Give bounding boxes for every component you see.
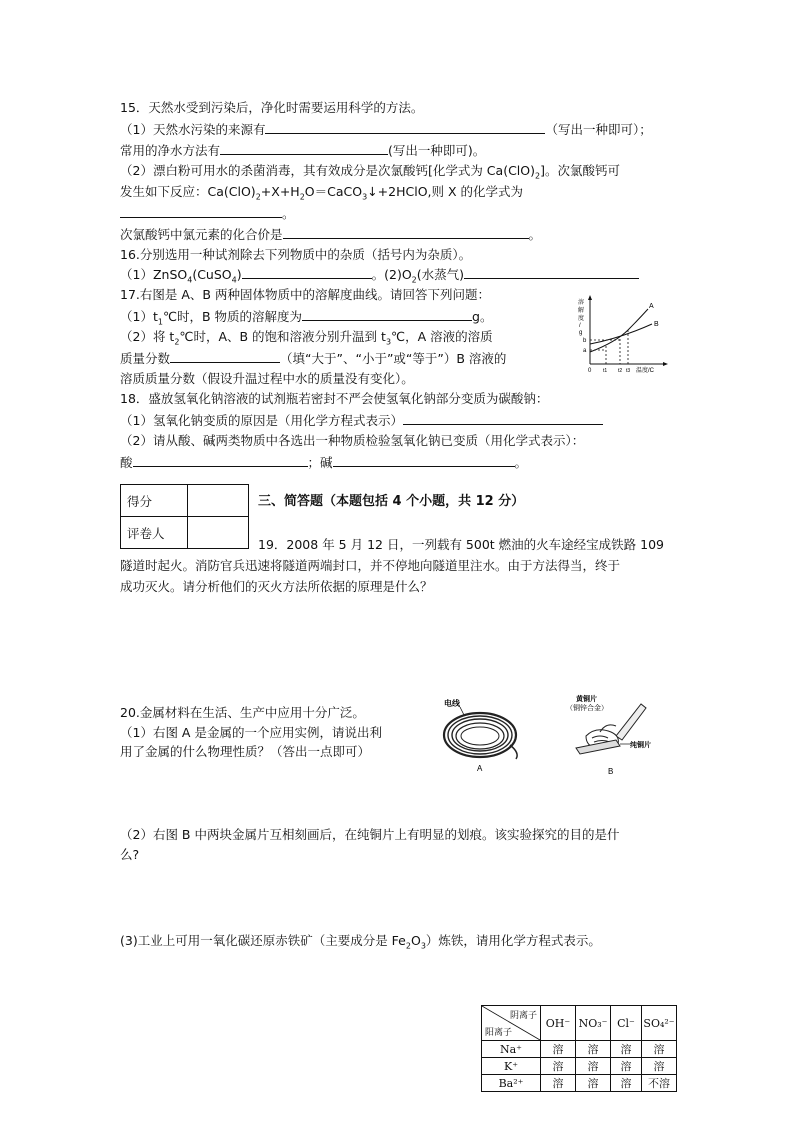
q17-part1: $(1)t_1℃$时，B 物质的溶解度为 g。 bbox=[120, 309, 493, 327]
q15-p2c-end: 。 bbox=[282, 206, 295, 221]
chart-ytick-a: a bbox=[583, 348, 587, 354]
table-row bbox=[482, 1058, 677, 1075]
q17-p1a: （1）t bbox=[120, 309, 158, 324]
q18-part2-answers bbox=[120, 453, 527, 472]
cation-ba: Ba²⁺ bbox=[482, 1075, 541, 1092]
q15-p2b-mid1: +X+H bbox=[260, 184, 300, 199]
score-value-cell[interactable] bbox=[188, 485, 249, 517]
table-cell: 溶 bbox=[541, 1041, 576, 1058]
q17-p1b: ℃时，B 物质的溶解度为 bbox=[162, 309, 303, 324]
q17-p1c: g。 bbox=[472, 309, 493, 324]
solubility-chart bbox=[576, 294, 672, 378]
chart-xtick-t2: t2 bbox=[618, 368, 623, 374]
q17-p2b: ℃时，A、B 的饱和溶液分别升温到 t bbox=[179, 329, 386, 344]
q20-p3c: ）炼铁，请用化学方程式表示。 bbox=[425, 933, 601, 948]
chart-xtick-t3: t3 bbox=[626, 368, 631, 374]
q15-x-formula-blank[interactable] bbox=[120, 204, 282, 218]
chart-y-arrow bbox=[588, 295, 592, 300]
grader-label: 评卷人 bbox=[121, 517, 188, 549]
chart-ylabel-1: 溶 bbox=[578, 300, 585, 306]
ion-table-corner bbox=[482, 1006, 541, 1041]
figure-b-scratch bbox=[556, 692, 666, 778]
fig-b-label2: （铜锌合金） bbox=[566, 705, 608, 712]
q15-part2b: 发生如下反应：$Ca(ClO)_2+X+H_2O=CaCO_3↓+2HClO$,则 X 的化学式为 bbox=[120, 184, 524, 202]
anion-oh: OH⁻ bbox=[541, 1006, 576, 1041]
q15-p2b-start: 发生如下反应：Ca(ClO) bbox=[120, 184, 256, 199]
q17-p2c: ℃，A 溶液的溶质 bbox=[391, 329, 493, 344]
q17-part2a: （2）将 $t_2℃$时，A、B 的饱和溶液分别升温到 $t_3℃$，A 溶液的溶质 bbox=[120, 329, 493, 347]
chart-ytick-b: b bbox=[583, 338, 587, 344]
q18-base-label: ；碱 bbox=[307, 455, 333, 470]
wire-coil-icon bbox=[444, 713, 517, 759]
ion-table-cation-header: 阳离子 bbox=[485, 1028, 513, 1038]
q15-p2b-end: ↓+2HClO,则 X 的化学式为 bbox=[367, 184, 524, 199]
q20-p2b: 么? bbox=[120, 847, 140, 862]
table-cell: 溶 bbox=[576, 1058, 611, 1075]
section3-title: 三、简答题（本题包括 4 个小题，共 12 分） bbox=[258, 494, 525, 509]
q16-item2-end: (水蒸气) bbox=[416, 267, 465, 282]
table-cell: 溶 bbox=[642, 1058, 677, 1075]
table-cell: 溶 bbox=[576, 1041, 611, 1058]
anion-no3: NO₃⁻ bbox=[576, 1006, 611, 1041]
q17-title: 17.右图是 A、B 两种固体物质中的溶解度曲线。请回答下列问题： bbox=[120, 287, 490, 302]
grader-value-cell[interactable] bbox=[188, 517, 249, 549]
q15-p1a-text: （1）天然水污染的来源有 bbox=[120, 122, 266, 137]
ion-solubility-table bbox=[481, 1005, 677, 1092]
q16-title: 16.分别选用一种试剂除去下列物质中的杂质（括号内为杂质）。 bbox=[120, 247, 472, 262]
table-cell: 溶 bbox=[642, 1041, 677, 1058]
q17-p2a: （2）将 t bbox=[120, 329, 175, 344]
chart-ylabel-2: 解 bbox=[578, 308, 585, 314]
table-cell: 溶 bbox=[541, 1058, 576, 1075]
chart-ylabel-5: g bbox=[579, 330, 583, 336]
cation-na: Na⁺ bbox=[482, 1041, 541, 1058]
q18-acid-label: 酸 bbox=[120, 455, 133, 470]
fig-b-label1: 黄铜片 bbox=[576, 696, 597, 703]
chart-series-B bbox=[590, 324, 652, 344]
q18-part2: （2）请从酸、碱两类物质中各选出一种物质检验氢氧化钠已变质（用化学式表示）： bbox=[120, 433, 585, 448]
q16-item1-a: （1）ZnSO bbox=[120, 267, 188, 282]
table-row bbox=[482, 1075, 677, 1092]
score-box bbox=[120, 484, 249, 549]
fig-a-caption: A bbox=[477, 764, 483, 773]
fig-a-pointer bbox=[460, 707, 464, 715]
q20-p3a: (3)工业上可用一氧化碳还原赤铁矿（主要成分是 Fe bbox=[120, 933, 406, 948]
q15-p1b-text: 常用的净水方法有 bbox=[120, 143, 221, 158]
q17-part2c: 溶质质量分数（假设升温过程中水的质量没有变化）。 bbox=[120, 371, 414, 386]
q20-p2a: （2）右图 B 中两块金属片互相刻画后，在纯铜片上有明显的划痕。该实验探究的目的是什 bbox=[120, 827, 620, 842]
fig-b-caption: B bbox=[608, 767, 614, 776]
q15-part2a: （2）漂白粉可用水的杀菌消毒，其有效成分是次氯酸钙[化学式为 $Ca(ClO)_2$]。次氯酸钙可 bbox=[120, 163, 620, 181]
q20-title: 20.金属材料在生活、生产中应用十分广泛。 bbox=[120, 705, 365, 720]
chart-x-arrow bbox=[663, 362, 668, 366]
q19-line3: 成功灭火。请分析他们的灭火方法所依据的原理是什么？ bbox=[120, 579, 433, 594]
q18-end: 。 bbox=[514, 455, 528, 470]
q19-line1: 19．2008 年 5 月 12 日，一列载有 500t 燃油的火车途经宝成铁路 109 bbox=[258, 537, 664, 552]
q17-solubility-blank[interactable] bbox=[302, 307, 472, 321]
q15-p1a-hint: （写出一种即可）； bbox=[545, 122, 652, 137]
q15-pollution-source-blank[interactable] bbox=[265, 120, 545, 134]
q15-part1b bbox=[120, 141, 485, 160]
q15-valence-blank[interactable] bbox=[283, 225, 529, 239]
fig-b-label3: 纯铜片 bbox=[630, 742, 651, 749]
q15-p2a-end: ]。次氯酸钙可 bbox=[540, 163, 620, 178]
q15-p1b-hint: (写出一种即可)。 bbox=[388, 143, 486, 158]
q18-acid-blank[interactable] bbox=[133, 453, 308, 467]
cation-k: K⁺ bbox=[482, 1058, 541, 1075]
q16-reagent1-blank[interactable] bbox=[242, 265, 372, 279]
chart-ylabel-3: 度 bbox=[578, 316, 585, 322]
chart-label-B: B bbox=[654, 321, 659, 328]
chart-ylabel-4: / bbox=[579, 323, 581, 329]
q18-base-blank[interactable] bbox=[333, 453, 515, 467]
q18-equation-blank[interactable] bbox=[403, 411, 603, 425]
q20-p3b: O bbox=[410, 933, 421, 948]
chart-xtick-t1: t1 bbox=[603, 368, 608, 374]
q15-p2a-text: （2）漂白粉可用水的杀菌消毒，其有效成分是次氯酸钙[化学式为 Ca(ClO) bbox=[120, 163, 535, 178]
table-cell: 溶 bbox=[611, 1041, 642, 1058]
chart-label-A: A bbox=[649, 303, 654, 310]
score-label: 得分 bbox=[121, 485, 188, 517]
q18-p1-text: （1）氢氧化钠变质的原因是（用化学方程式表示） bbox=[120, 413, 403, 428]
q20-p3: (3)工业上可用一氧化碳还原赤铁矿（主要成分是 $Fe_2O_3$）炼铁，请用化学方程式表示。 bbox=[120, 933, 601, 951]
q15-p2d-end: 。 bbox=[528, 227, 542, 242]
table-row bbox=[482, 1041, 677, 1058]
table-cell: 溶 bbox=[541, 1075, 576, 1092]
fig-a-label: 电线 bbox=[444, 699, 460, 708]
q15-purify-method-blank[interactable] bbox=[220, 141, 388, 155]
q17-part2b bbox=[120, 349, 506, 368]
table-cell: 溶 bbox=[576, 1075, 611, 1092]
anion-so4: SO₄²⁻ bbox=[642, 1006, 677, 1041]
chart-xtick-0: 0 bbox=[588, 368, 592, 374]
q15-p2b-mid2: O＝CaCO bbox=[304, 184, 363, 199]
ion-table-anion-header: 阴离子 bbox=[509, 1011, 537, 1021]
q19-line2: 隧道时起火。消防官兵迅速将隧道两端封口，并不停地向隧道里注水。由于方法得当，终于 bbox=[120, 558, 621, 573]
q20-p1a: （1）右图 A 是金属的一个应用实例，请说出利 bbox=[120, 725, 382, 740]
q15-part2c bbox=[120, 204, 295, 223]
q15-part2d bbox=[120, 225, 541, 244]
q15-p2d-text: 次氯酸钙中氯元素的化合价是 bbox=[120, 227, 283, 242]
q15-title: 15．天然水受到污染后，净化时需要运用科学的方法。 bbox=[120, 100, 424, 115]
table-cell: 溶 bbox=[611, 1058, 642, 1075]
q16-reagent2-blank[interactable] bbox=[464, 265, 639, 279]
q16-items: （1）ZnSO$_4$(CuSO$_4$) 。$(2)O_2$(水蒸气) bbox=[120, 265, 639, 284]
table-cell: 溶 bbox=[611, 1075, 642, 1092]
q16-item1-end: 。(2)O bbox=[371, 267, 412, 282]
q16-item1-b: (CuSO bbox=[192, 267, 232, 282]
chart-series-A bbox=[590, 309, 648, 352]
q17-p2d: 质量分数 bbox=[120, 351, 171, 366]
q18-part1 bbox=[120, 411, 603, 430]
table-cell: 不溶 bbox=[642, 1075, 677, 1092]
chart-xlabel: 温度/C bbox=[636, 368, 655, 374]
q20-p1b: 用了金属的什么物理性质？（答出一点即可） bbox=[120, 744, 371, 759]
q17-p2e: （填“大于”、“小于”或“等于”）B 溶液的 bbox=[280, 351, 507, 366]
q16-item1-c: ) bbox=[236, 267, 242, 282]
q18-title: 18．盛放氢氧化钠溶液的试剂瓶若密封不严会使氢氧化钠部分变质为碳酸钠： bbox=[120, 391, 549, 406]
figure-a-wire bbox=[430, 695, 530, 777]
q17-compare-blank[interactable] bbox=[170, 349, 280, 363]
q15-part1a bbox=[120, 120, 652, 139]
anion-cl: Cl⁻ bbox=[611, 1006, 642, 1041]
